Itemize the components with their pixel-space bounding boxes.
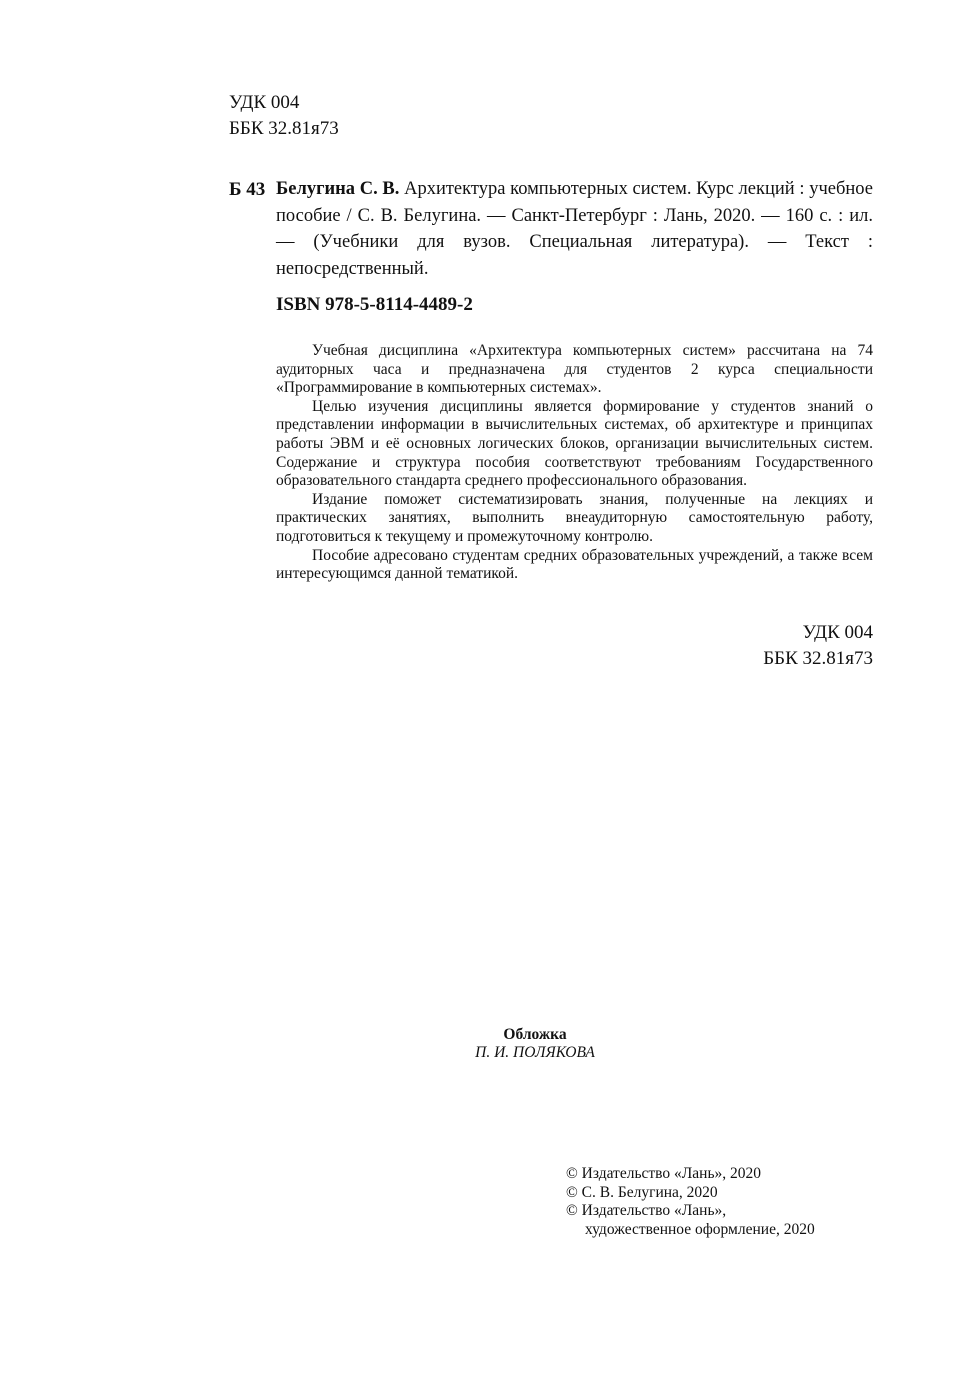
copyright-line: © С. В. Белугина, 2020: [566, 1183, 718, 1201]
copyright-line: © Издательство «Лань», 2020: [566, 1165, 762, 1182]
bibliographic-record: [276, 176, 873, 282]
annotation: [276, 342, 873, 584]
bottom-classification-codes: [700, 620, 873, 672]
author-name: Белугина С. В.: [276, 179, 400, 199]
annotation-paragraph: Издание поможет систематизировать знания, полученные на лекциях и практических занятиях, выполнить внеаудиторную самостоятельную работу, подготовиться к текущему и промежуточному контролю.: [276, 490, 873, 545]
annotation-paragraph: Пособие адресовано студентам средних образовательных учреждений, а также всем интересующимся данной тематикой.: [276, 546, 873, 583]
author-mark: Б 43: [229, 179, 266, 200]
top-classification-codes: [229, 90, 339, 142]
copyright-line: © Издательство «Лань»,: [566, 1202, 727, 1219]
bbk-code-bottom: ББК 32.81я73: [763, 648, 873, 669]
isbn: ISBN 978-5-8114-4489-2: [276, 294, 473, 315]
annotation-paragraph: Целью изучения дисциплины является формирование у студентов знаний о представлении информации в вычислительных системах, об архитектуре и принципах работы ЭВМ и её основных логических блоков, организации вычислительных систем. Содержание и структура пособия соответствуют требованиям Государственного образовательного стандарта среднего профессионального образования.: [276, 397, 873, 490]
copyright-block: [566, 1165, 815, 1239]
udk-code-bottom: УДК 004: [802, 622, 873, 643]
bibliographic-description: Архитектура компьютерных систем. Курс лекций : учебное пособие / С. В. Белугина. — Санкт-Петербург : Лань, 2020. — 160 с. : ил. — (Учебники для вузов. Специальная литература). — Текст : непосредственный.: [276, 179, 873, 279]
udk-code: УДК 004: [229, 92, 300, 113]
cover-credit: [380, 1026, 690, 1062]
annotation-paragraph: Учебная дисциплина «Архитектура компьютерных систем» рассчитана на 74 аудиторных часа и предназначена для студентов 2 курса специальности «Программирование в компьютерных системах».: [276, 342, 873, 397]
cover-label: Обложка: [503, 1026, 567, 1043]
copyright-line: художественное оформление, 2020: [585, 1220, 815, 1238]
cover-designer: П. И. ПОЛЯКОВА: [475, 1044, 595, 1061]
bbk-code: ББК 32.81я73: [229, 118, 339, 139]
